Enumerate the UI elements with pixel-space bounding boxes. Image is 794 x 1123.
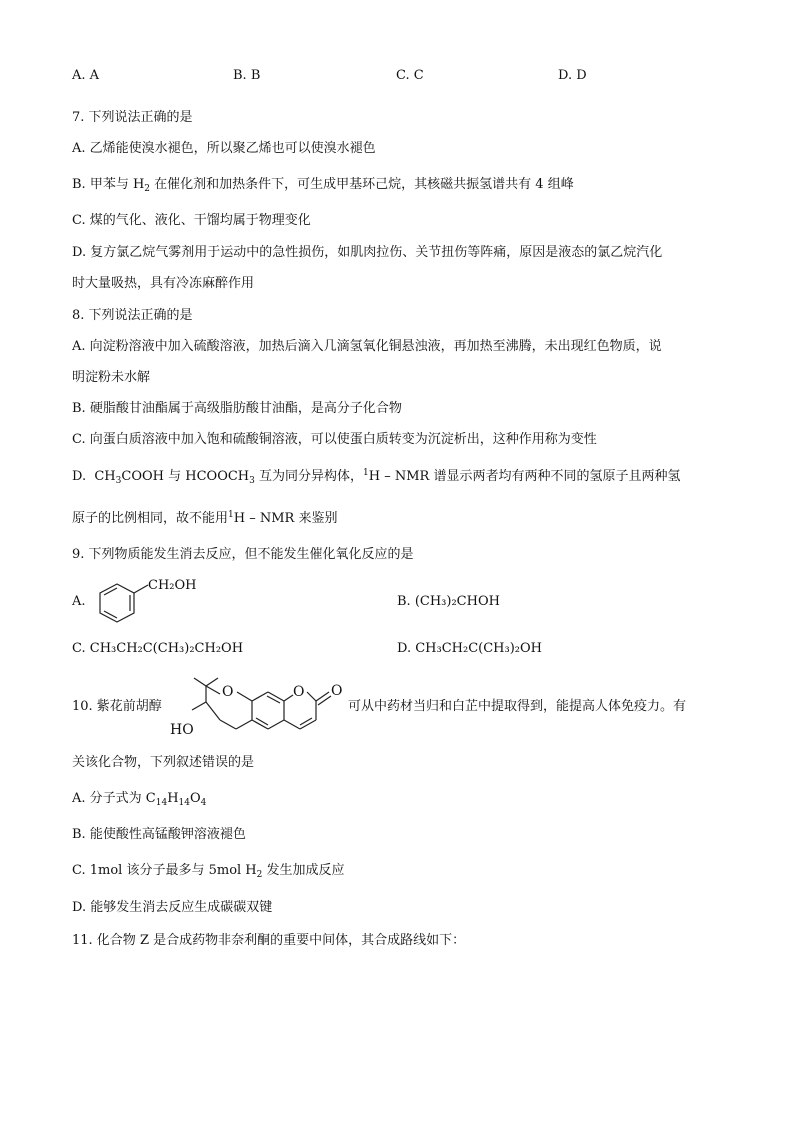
q9-stem: 9. 下列物质能发生消去反应，但不能发生催化氧化反应的是 [72,547,414,562]
q10-stem-pre: 10. 紫花前胡醇 [72,699,162,714]
carbonyl-oxygen: O [331,683,343,699]
q8-option-b: B. 硬脂酸甘油酯属于高级脂肪酸甘油酯，是高分子化合物 [72,401,402,416]
q10-option-c: C. 1mol 该分子最多与 5mol $H_2$ 发生加成反应 [72,863,345,880]
columbianetin-structure [166,668,346,742]
ring-oxygen-1: O [222,684,234,700]
q6-option-c: C. C [396,68,424,83]
q11-stem: 11. 化合物 Z 是合成药物非奈利酮的重要中间体，其合成路线如下： [72,933,466,948]
q8-option-a-line2: 明淀粉未水解 [72,370,151,385]
q9-option-b: B. (CH₃)₂CHOH [397,594,500,609]
q10-option-a: A. 分子式为 $C_{14}H_{14}O_4$ [72,791,207,808]
q7-option-d-line2: 时大量吸热，具有冷冻麻醉作用 [72,276,255,291]
q9-option-a-label: A. [72,594,86,609]
q8-stem: 8. 下列说法正确的是 [72,308,193,323]
q8-option-a-line1: A. 向淀粉溶液中加入硫酸溶液，加热后滴入几滴氢氧化铜悬浊液，再加热至沸腾，未出现红色物质，说 [72,339,662,354]
q10-option-d: D. 能够发生消去反应生成碳碳双键 [72,900,273,915]
q7-option-d-line1: D. 复方氯乙烷气雾剂用于运动中的急性损伤，如肌肉拉伤、关节扭伤等阵痛，原因是液态的氯乙烷汽化 [72,245,663,260]
q7-stem: 7. 下列说法正确的是 [72,110,193,125]
q9-option-c: C. CH₃CH₂C(CH₃)₂CH₂OH [72,641,244,656]
q10-stem-line2: 关该化合物，下列叙述错误的是 [72,755,255,770]
q10-option-b: B. 能使酸性高锰酸钾溶液褪色 [72,827,246,842]
hydroxyl-label: HO [170,722,194,738]
q8-option-d-line1: D. $CH_3COOH$ 与 $HCOOCH_3$ 互为同分异构体，$^1$H – NMR 谱显示两者均有两种不同的氢原子且两种氢 [72,468,681,486]
q10-stem-post: 可从中药材当归和白芷中提取得到，能提高人体免疫力。有 [348,699,687,714]
q7-option-c: C. 煤的气化、液化、干馏均属于物理变化 [72,213,311,228]
benzyl-alcohol-structure [92,572,202,628]
q7-option-b: B. 甲苯与 $H_2$ 在催化剂和加热条件下，可生成甲基环己烷，其核磁共振氢谱共有 4 组峰 [72,177,574,194]
ch2oh-label: CH₂OH [148,578,197,593]
q7-option-a: A. 乙烯能使溴水褪色，所以聚乙烯也可以使溴水褪色 [72,141,376,156]
ring-oxygen-2: O [293,684,305,700]
q6-option-b: B. B [233,68,261,83]
q8-option-d-line2: 原子的比例相同，故不能用$^1$H – NMR 来鉴别 [72,510,338,526]
q8-option-c: C. 向蛋白质溶液中加入饱和硫酸铜溶液，可以使蛋白质转变为沉淀析出，这种作用称为变性 [72,432,597,447]
q6-option-d: D. D [558,68,587,83]
q9-option-d: D. CH₃CH₂C(CH₃)₂OH [397,641,543,656]
q6-option-a: A. A [72,68,100,83]
